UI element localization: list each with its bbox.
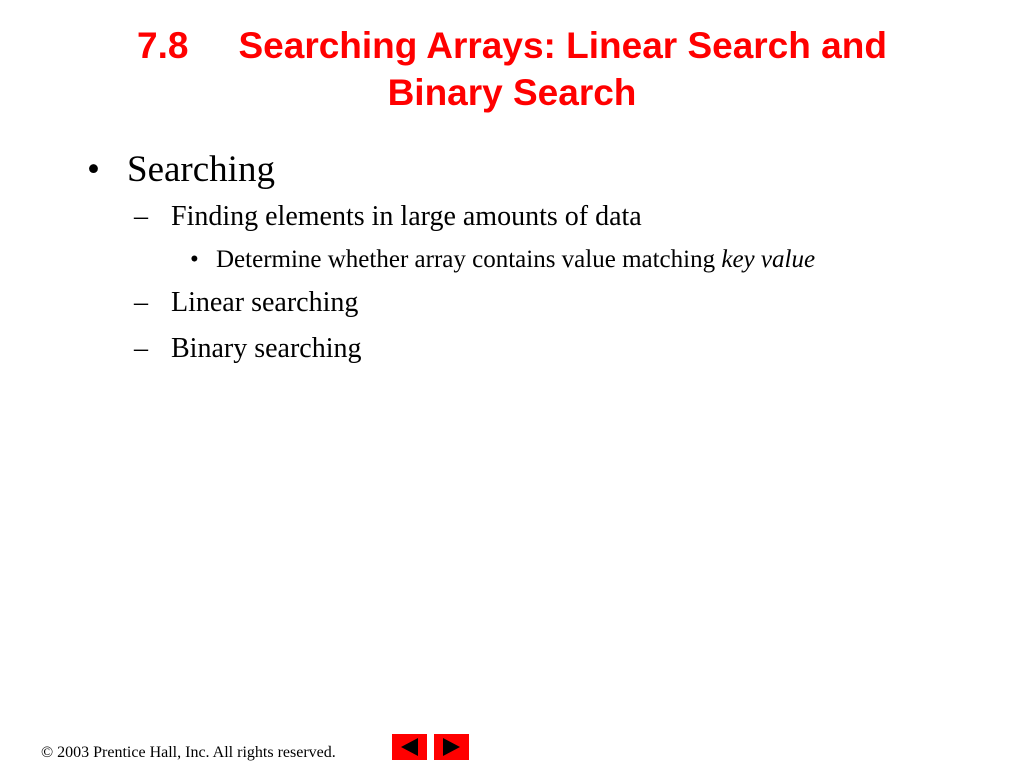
bullet-marker-small: • — [190, 246, 199, 273]
bullet-text: Searching — [127, 149, 275, 190]
triangle-left-icon — [392, 734, 427, 760]
triangle-right-icon — [434, 734, 469, 760]
subsubitem-text: Determine whether array contains value matching — [216, 246, 722, 273]
copyright-footer: © 2003 Prentice Hall, Inc. All rights reserved. — [41, 744, 336, 761]
slide-title-line-1 — [0, 22, 1024, 69]
dash-marker: – — [134, 287, 148, 318]
bullet-searching — [87, 148, 275, 192]
slide-title-line-2: Binary Search — [387, 72, 637, 113]
previous-slide-button[interactable] — [392, 734, 427, 760]
section-number: 7.8 — [137, 25, 189, 66]
subitem-finding-elements — [134, 200, 642, 234]
subitem-text: Finding elements in large amounts of data — [171, 201, 642, 232]
subsubitem-determine — [190, 245, 815, 275]
key-value-term: key value — [721, 246, 816, 273]
slide-title — [0, 22, 1024, 116]
dash-marker: – — [134, 201, 148, 232]
subitem-text: Binary searching — [171, 333, 362, 364]
next-slide-button[interactable] — [434, 734, 469, 760]
subitem-text: Linear searching — [171, 287, 359, 318]
subitem-linear-searching — [134, 286, 358, 320]
subitem-binary-searching — [134, 332, 362, 366]
dash-marker: – — [134, 333, 148, 364]
bullet-marker: • — [87, 149, 100, 190]
title-text-1: Searching Arrays: Linear Search and — [238, 25, 887, 66]
